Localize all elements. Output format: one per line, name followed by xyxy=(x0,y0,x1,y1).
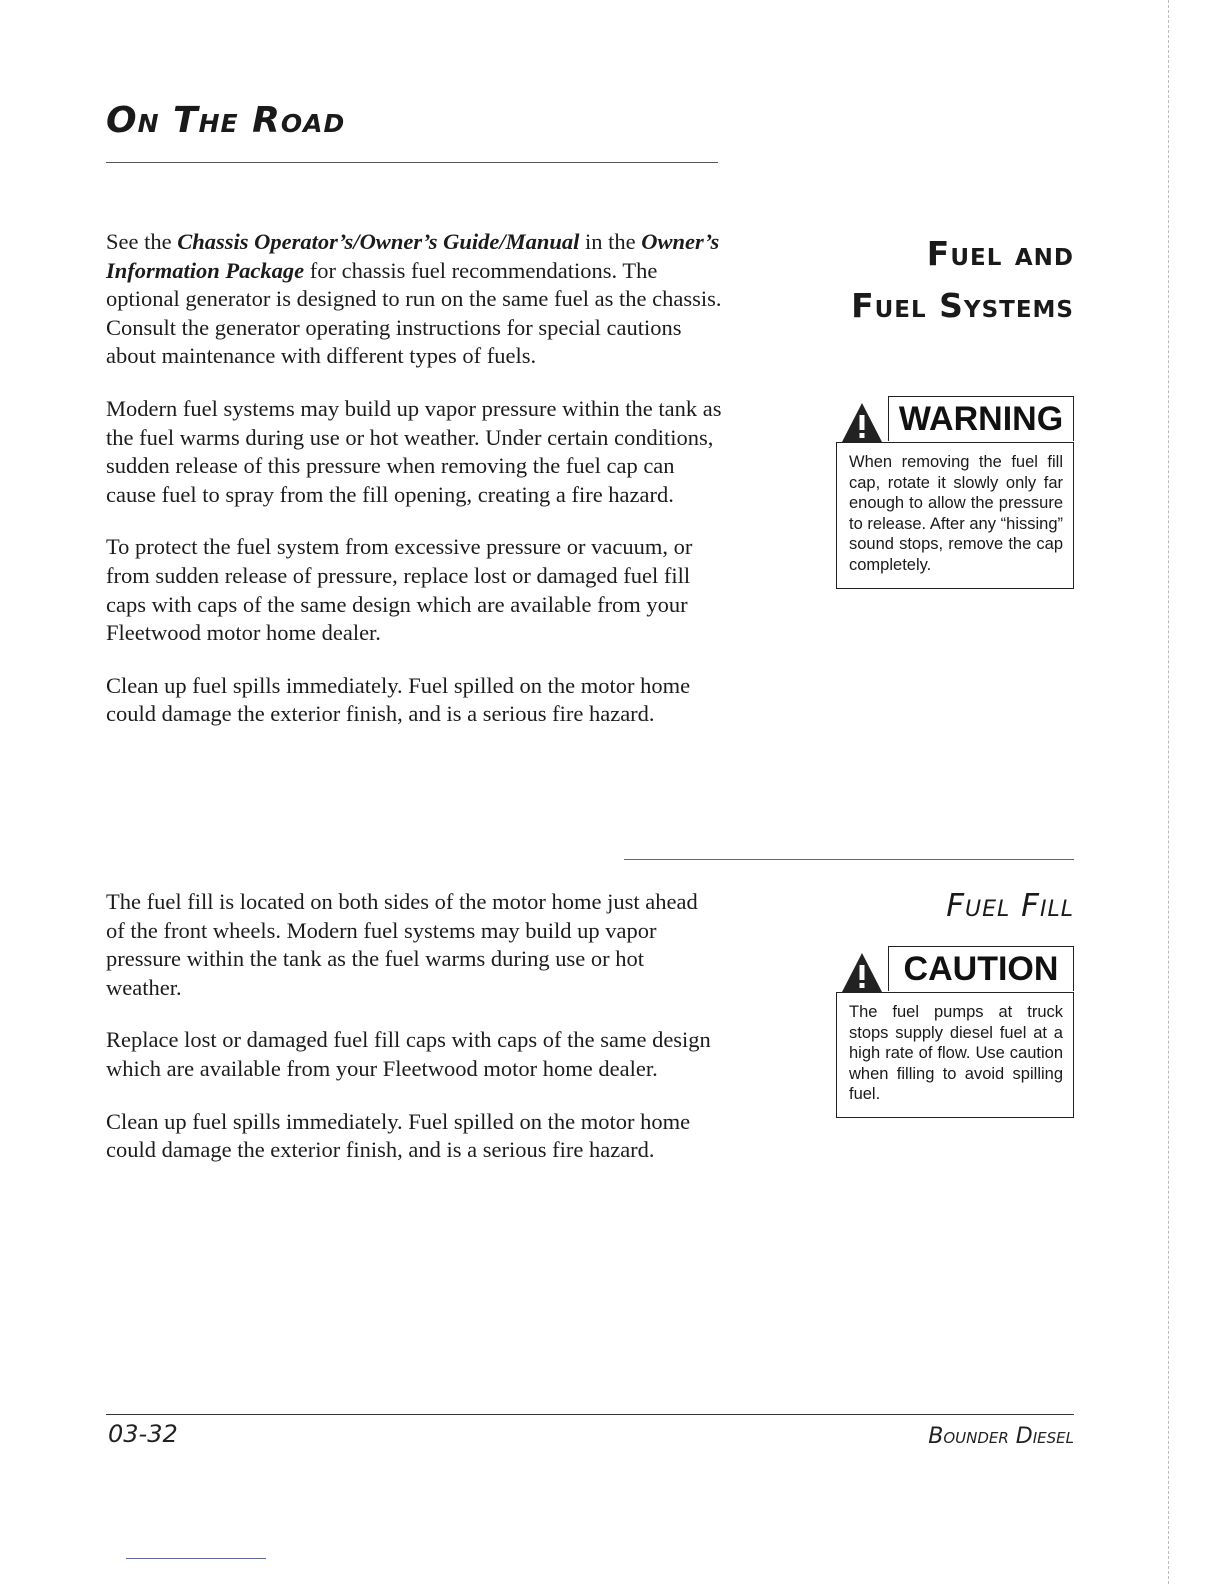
manual-name: Bounder Diesel xyxy=(928,1424,1074,1449)
fuel-systems-heading-line-1: Fuel and xyxy=(926,234,1074,273)
section-divider xyxy=(624,859,1074,860)
caution-notice xyxy=(836,946,1074,1118)
scan-artifact-line xyxy=(126,1558,266,1559)
scan-edge-line xyxy=(1168,0,1169,1584)
warning-label: WARNING xyxy=(888,396,1074,441)
fuel-systems-paragraph-1: See the Chassis Operator’s/Owner’s Guide/Manual in the Owner’s Information Package for chassis fuel recommendations. The optional generator is designed to run on the same fuel as the chassis. Consult the generator operating instructions for special cautions about maintenance with different types of fuels. xyxy=(106,229,722,369)
owners-package-title: Owner’s Information Package xyxy=(106,229,720,283)
footer-divider xyxy=(106,1414,1074,1415)
fuel-systems-paragraph-3: To protect the fuel system from excessive pressure or vacuum, or from sudden release of pressure, replace lost or damaged fuel fill caps with caps of the same design which are available from your Fleetwood motor home dealer. xyxy=(106,534,693,646)
header-divider xyxy=(106,162,718,163)
warning-text: When removing the fuel fill cap, rotate it slowly only far enough to allow the pressure to release. After any “hissing” sound stops, remove the cap completely. xyxy=(836,442,1074,589)
fuel-fill-paragraph-3: Clean up fuel spills immediately. Fuel spilled on the motor home could damage the exterior finish, and is a serious fire hazard. xyxy=(106,1108,691,1163)
fuel-systems-heading-line-2: Fuel Systems xyxy=(851,286,1074,325)
fuel-fill-heading: Fuel Fill xyxy=(946,888,1074,924)
page-number: 03-32 xyxy=(108,1420,178,1448)
caution-label: CAUTION xyxy=(888,946,1074,991)
warning-notice xyxy=(836,396,1074,589)
fuel-systems-paragraph-4: Clean up fuel spills immediately. Fuel spilled on the motor home could damage the exterior finish, and is a serious fire hazard. xyxy=(106,672,691,727)
fuel-fill-paragraph-2: Replace lost or damaged fuel fill caps with caps of the same design which are available from your Fleetwood motor home dealer. xyxy=(106,1027,711,1081)
fuel-systems-paragraph-2: Modern fuel systems may build up vapor pressure within the tank as the fuel warms during use or hot weather. Under certain conditions, sudden release of this pressure when removing the fuel cap can cause fuel to spray from the fill opening, creating a fire hazard. xyxy=(106,395,722,507)
fuel-systems-body xyxy=(106,228,722,753)
fuel-systems-heading xyxy=(851,228,1074,332)
caution-text: The fuel pumps at truck stops supply diesel fuel at a high rate of flow. Use caution when filling to avoid spilling fuel. xyxy=(836,992,1074,1118)
chassis-guide-title: Chassis Operator’s/Owner’s Guide/Manual xyxy=(177,229,580,254)
caution-triangle-icon xyxy=(840,950,884,994)
warning-triangle-icon xyxy=(840,400,884,444)
fuel-fill-body xyxy=(106,888,722,1189)
fuel-fill-paragraph-1: The fuel fill is located on both sides of the motor home just ahead of the front wheels. Modern fuel systems may build up vapor pressure within the tank as the fuel warms during use or hot weather. xyxy=(106,889,698,1000)
page-header-title: On The Road xyxy=(106,100,346,141)
